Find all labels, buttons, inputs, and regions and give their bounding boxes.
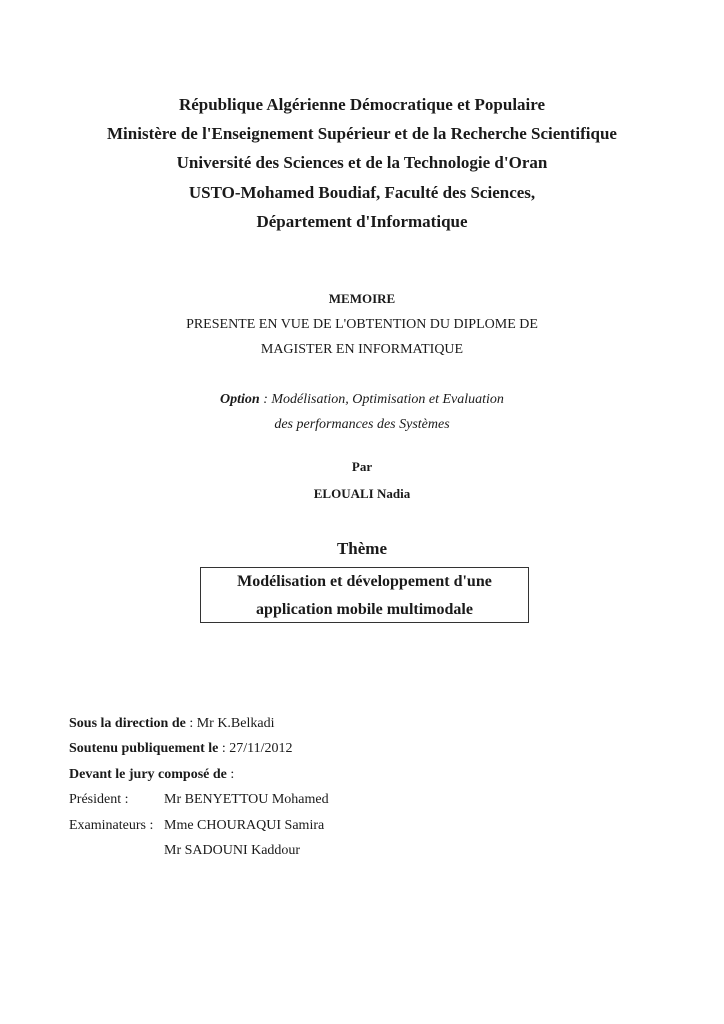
memoire-line-2: MAGISTER EN INFORMATIQUE	[260, 342, 464, 357]
jury-line	[69, 766, 234, 784]
direction-label: Sous la direction de	[69, 716, 186, 731]
soutenu-line	[69, 740, 293, 758]
author-name: ELOUALI Nadia	[313, 486, 411, 501]
option-line-1	[0, 391, 724, 409]
theme-title-line-2: application mobile multimodale	[256, 601, 473, 618]
option-line-2: des performances des Systèmes	[274, 417, 450, 432]
jury-value: :	[226, 767, 235, 782]
header-departement: Département d'Informatique	[256, 212, 468, 231]
jury-role-president: Président :	[69, 792, 129, 807]
memoire-line-1: PRESENTE EN VUE DE L'OBTENTION DU DIPLOME DE	[186, 317, 538, 332]
jury-name-examinateur-1: Mme CHOURAQUI Samira	[164, 818, 325, 833]
memoire-title: MEMOIRE	[328, 291, 396, 306]
soutenu-label: Soutenu publiquement le	[69, 741, 219, 756]
direction-line	[69, 715, 274, 733]
header-universite: Université des Sciences et de la Technologie d'Oran	[176, 153, 548, 172]
option-text-1: : Modélisation, Optimisation et Evaluation	[259, 392, 504, 407]
direction-value: : Mr K.Belkadi	[185, 716, 275, 731]
theme-heading: Thème	[336, 539, 388, 558]
header-ministere: Ministère de l'Enseignement Supérieur et de la Recherche Scientifique	[107, 124, 617, 143]
soutenu-value: : 27/11/2012	[218, 741, 293, 756]
par-label: Par	[351, 459, 373, 474]
header-usto: USTO-Mohamed Boudiaf, Faculté des Sciences,	[188, 183, 536, 202]
theme-box	[200, 567, 529, 623]
jury-role-examinateurs: Examinateurs :	[69, 818, 154, 833]
jury-name-examinateur-2: Mr SADOUNI Kaddour	[164, 843, 301, 858]
jury-name-president: Mr BENYETTOU Mohamed	[164, 792, 329, 807]
header-republique: République Algérienne Démocratique et Populaire	[178, 95, 546, 114]
jury-label: Devant le jury composé de	[69, 767, 227, 782]
theme-title-line-1: Modélisation et développement d'une	[237, 573, 492, 590]
option-label: Option	[220, 392, 260, 407]
